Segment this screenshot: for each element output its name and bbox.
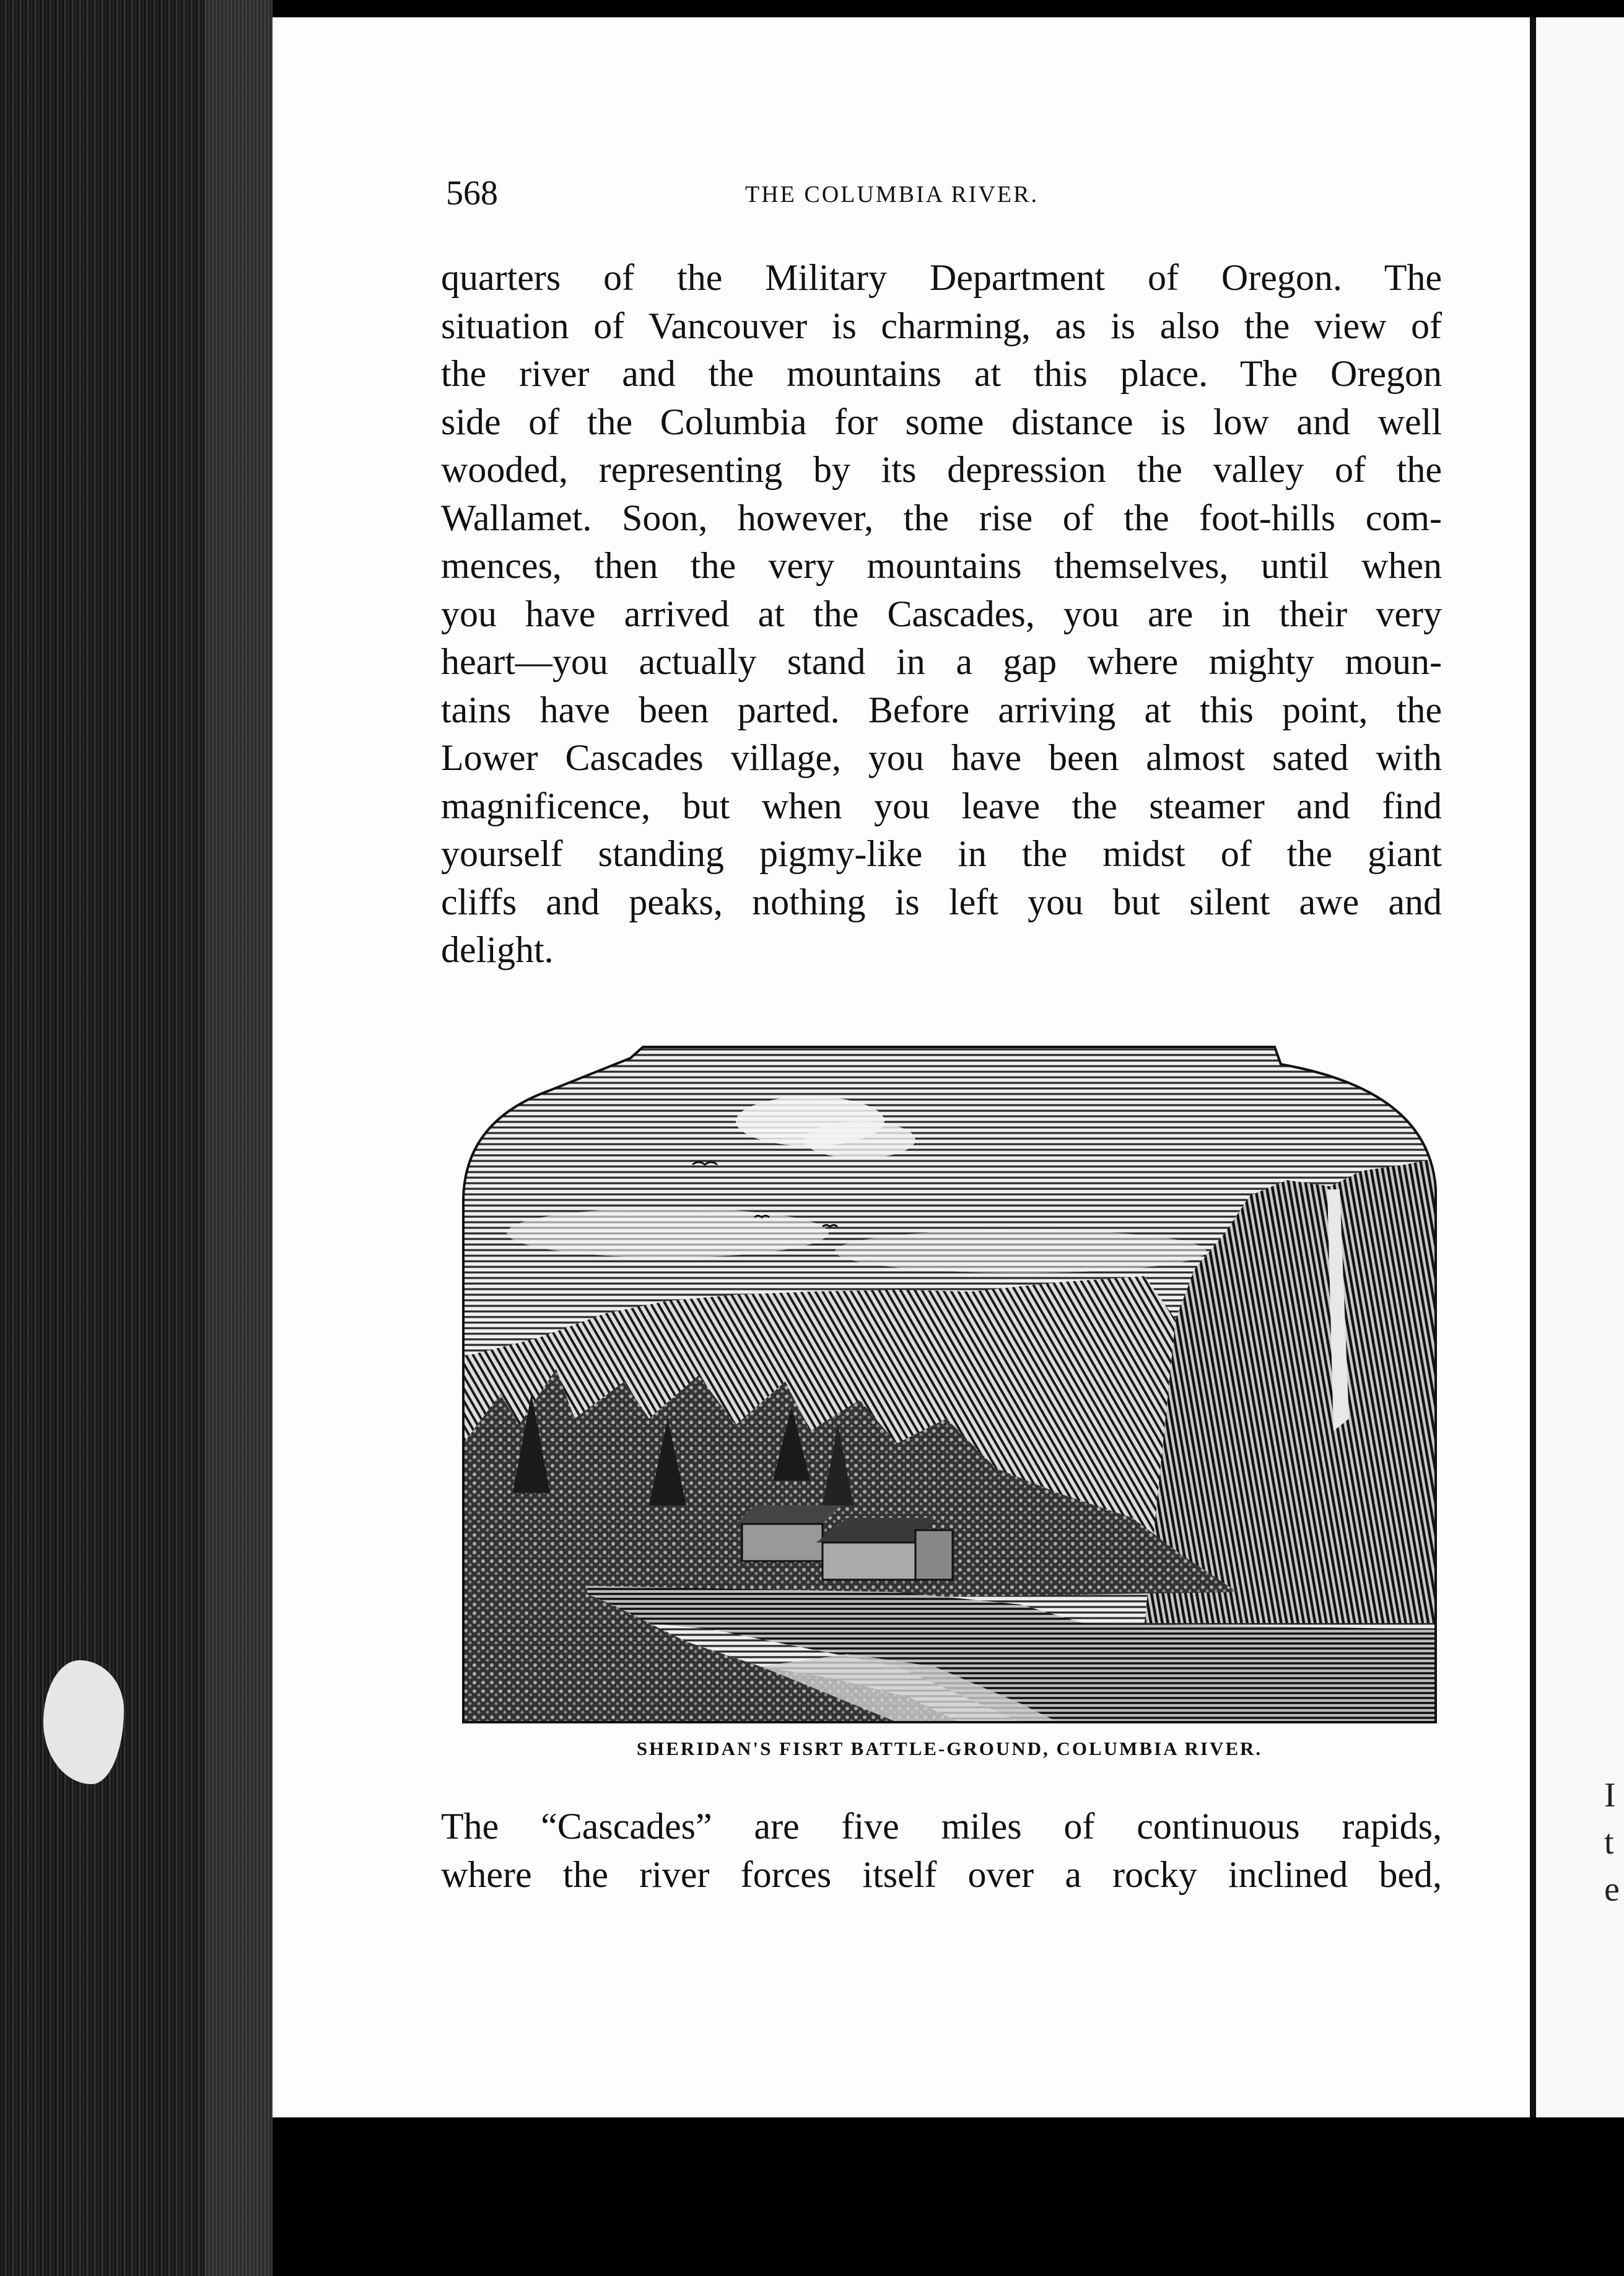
running-head xyxy=(446,173,1270,223)
paragraph-2 xyxy=(441,1803,1442,1899)
text-line: situation of Vancouver is charming, as is also the view of xyxy=(441,305,1442,346)
text-line: heart—you actually stand in a gap where mighty moun- xyxy=(441,641,1442,682)
text-line: cliffs and peaks, nothing is left you but silent awe and xyxy=(441,881,1442,922)
text-line: the river and the mountains at this place. The Oregon xyxy=(441,353,1442,394)
engraving-illustration xyxy=(463,1047,1436,1722)
running-title: THE COLUMBIA RIVER. xyxy=(745,182,1039,208)
page-number: 568 xyxy=(446,174,498,212)
page-edges xyxy=(204,0,273,2276)
text-line: Wallamet. Soon, however, the rise of the foot-hills com- xyxy=(441,497,1442,538)
text-line: Lower Cascades village, you have been almost sated with xyxy=(441,737,1442,778)
figure-caption: SHERIDAN'S FISRT BATTLE-GROUND, COLUMBIA RIVER. xyxy=(636,1738,1263,1759)
text-line: side of the Columbia for some distance is low and well xyxy=(441,401,1442,442)
text-line: you have arrived at the Cascades, you are in their very xyxy=(441,593,1442,634)
scan-bottom-border xyxy=(273,2119,1618,2276)
text-line: where the river forces itself over a rocky inclined bed, xyxy=(441,1854,1442,1895)
next-page-fragment: e xyxy=(1604,1870,1620,1909)
text-line: magnificence, but when you leave the steamer and find xyxy=(441,785,1442,826)
text-line: quarters of the Military Department of Oregon. The xyxy=(441,257,1442,298)
next-page-fragment: t xyxy=(1604,1823,1614,1862)
text-line: wooded, representing by its depression the valley of the xyxy=(441,449,1442,490)
text-line: tains have been parted. Before arriving at this point, the xyxy=(441,689,1442,730)
text-line: delight. xyxy=(441,929,554,970)
text-line: mences, then the very mountains themselves, until when xyxy=(441,545,1442,586)
text-line: yourself standing pigmy-like in the midst of the giant xyxy=(441,833,1442,874)
next-page-fragment: I xyxy=(1604,1776,1616,1814)
paragraph-1 xyxy=(441,254,1442,974)
text-line: The “Cascades” are five miles of continuous rapids, xyxy=(441,1806,1442,1847)
